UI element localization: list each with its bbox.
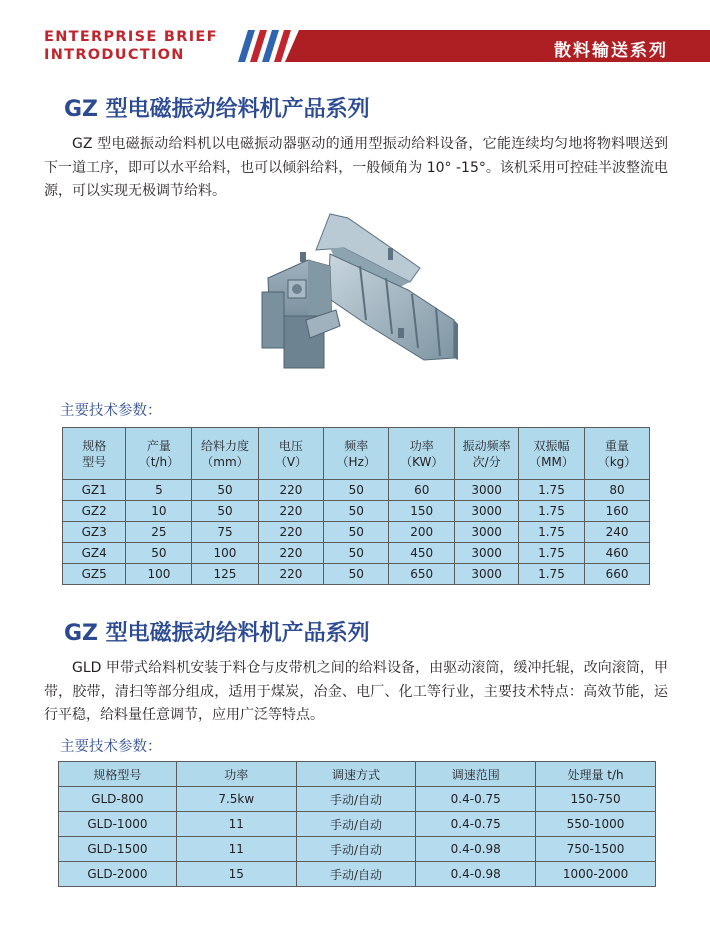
header-speed-range: 调速范围 [416,762,536,787]
table-cell: 460 [585,543,650,564]
section2-params-label: 主要技术参数： [60,739,162,755]
table-cell: GZ2 [63,501,126,522]
table-cell: 5 [126,480,192,501]
table-cell: 11 [176,812,296,837]
table-cell: 0.4-0.75 [416,812,536,837]
brand-line-1: ENTERPRISE BRIEF [44,29,218,45]
table-cell: 50 [192,501,258,522]
table-cell: 3000 [455,543,519,564]
table-row [59,837,656,862]
table-cell: 160 [585,501,650,522]
table-cell: GLD-1500 [59,837,177,862]
header-line: 次/分 [472,454,501,469]
table-cell: 0.4-0.75 [416,787,536,812]
table-row [63,564,650,585]
table-cell: 1.75 [518,480,584,501]
table-cell: 10 [126,501,192,522]
table-cell: 50 [324,522,389,543]
header-line: 重量 [605,438,630,453]
table-cell: 50 [324,501,389,522]
table-cell: GZ1 [63,480,126,501]
header-model [63,428,126,480]
table-cell: 550-1000 [536,812,656,837]
table-cell: 1000-2000 [536,862,656,887]
header-line: （kg） [597,454,637,469]
header-speed-mode: 调速方式 [296,762,416,787]
header-output [126,428,192,480]
header-feed-size [192,428,258,480]
gz-spec-table [62,427,650,585]
header-line: 电压 [278,438,303,453]
table-cell: GZ5 [63,564,126,585]
table-cell: 25 [126,522,192,543]
table-cell: 220 [258,522,324,543]
table-cell: 220 [258,480,324,501]
table-cell: GLD-2000 [59,862,177,887]
table-cell: 0.4-0.98 [416,837,536,862]
brand-line-2: INTRODUCTION [44,47,185,63]
table-cell: 75 [192,522,258,543]
table-row [59,787,656,812]
header-line: 功率 [409,438,434,453]
section2-title: GZ 型电磁振动给料机产品系列 [64,621,370,646]
table-cell: 100 [126,564,192,585]
table-cell: 手动/自动 [296,862,416,887]
table-row [63,480,650,501]
section1-params-label: 主要技术参数： [60,403,162,419]
header-frequency [324,428,389,480]
table-cell: 50 [324,480,389,501]
table-cell: 7.5kw [176,787,296,812]
header-line: （MM） [529,454,574,469]
header-line: （KW） [400,454,444,469]
table-cell: 650 [389,564,455,585]
table-row [63,501,650,522]
brand-logo-text [44,28,218,64]
table-cell: 50 [192,480,258,501]
table-cell: 3000 [455,522,519,543]
table-cell: 1.75 [518,543,584,564]
table-cell: GLD-800 [59,787,177,812]
header-line: 产量 [146,438,171,453]
header-model: 规格型号 [59,762,177,787]
section2-description: GLD 甲带式给料机安装于料仓与皮带机之间的给料设备，由驱动滚筒，缓冲托辊，改向滚筒，甲带，胶带，清扫等部分组成，适用于煤炭，冶金、电厂、化工等行业，主要技术特点：高效节能，运行平稳，给料量任意调节，应用广泛等特点。 [44,660,668,723]
table-cell: 3000 [455,564,519,585]
table-header-row [63,428,650,480]
header-line: 型号 [82,454,107,469]
table-cell: 125 [192,564,258,585]
table-cell: 1.75 [518,501,584,522]
header-line: 给料力度 [200,438,249,453]
table-row [59,862,656,887]
table-cell: 200 [389,522,455,543]
table-row [63,522,650,543]
table-cell: 220 [258,564,324,585]
table-cell: 手动/自动 [296,812,416,837]
table-cell: 3000 [455,501,519,522]
table-cell: 11 [176,837,296,862]
table-cell: 50 [324,543,389,564]
header-section-title: 散料输送系列 [554,41,668,61]
table-header-row [59,762,656,787]
table-cell: 80 [585,480,650,501]
table-cell: 220 [258,543,324,564]
header-power [389,428,455,480]
table-cell: 660 [585,564,650,585]
header-amplitude [518,428,584,480]
table-cell: 手动/自动 [296,787,416,812]
header-line: 振动频率 [462,438,511,453]
gld-spec-table [58,761,656,887]
header-vibration-frequency [455,428,519,480]
table-cell: 450 [389,543,455,564]
table-cell: GZ3 [63,522,126,543]
table-cell: GLD-1000 [59,812,177,837]
header-capacity: 处理量 t/h [536,762,656,787]
table-cell: 50 [126,543,192,564]
table-cell: 150-750 [536,787,656,812]
header-line: 双振幅 [533,438,570,453]
section1-title: GZ 型电磁振动给料机产品系列 [64,97,370,122]
header-voltage [258,428,324,480]
header-weight [585,428,650,480]
table-cell: 240 [585,522,650,543]
header-line: 规格 [82,438,107,453]
section1-description: GZ 型电磁振动给料机以电磁振动器驱动的通用型振动给料设备，它能连续均匀地将物料喂送到下一道工序，即可以水平给料，也可以倾斜给料，一般倾角为 10° -15°。该机采用可控硅半波整流电源，可以实现无极调节给料。 [44,136,668,199]
table-cell: 1.75 [518,522,584,543]
table-cell: 60 [389,480,455,501]
header-line: （V） [274,454,308,469]
header-line: （t/h） [138,454,180,469]
table-cell: 15 [176,862,296,887]
table-cell: 220 [258,501,324,522]
table-cell: 100 [192,543,258,564]
header-line: 频率 [344,438,369,453]
table-cell: 3000 [455,480,519,501]
header-line: （mm） [201,454,249,469]
table-cell: 手动/自动 [296,837,416,862]
table-cell: 50 [324,564,389,585]
table-cell: 150 [389,501,455,522]
table-row [59,812,656,837]
header-line: （Hz） [336,454,376,469]
table-cell: GZ4 [63,543,126,564]
table-cell: 0.4-0.98 [416,862,536,887]
table-row [63,543,650,564]
vibrating-feeder-image [248,208,460,380]
table-cell: 1.75 [518,564,584,585]
header-power: 功率 [176,762,296,787]
table-cell: 750-1500 [536,837,656,862]
